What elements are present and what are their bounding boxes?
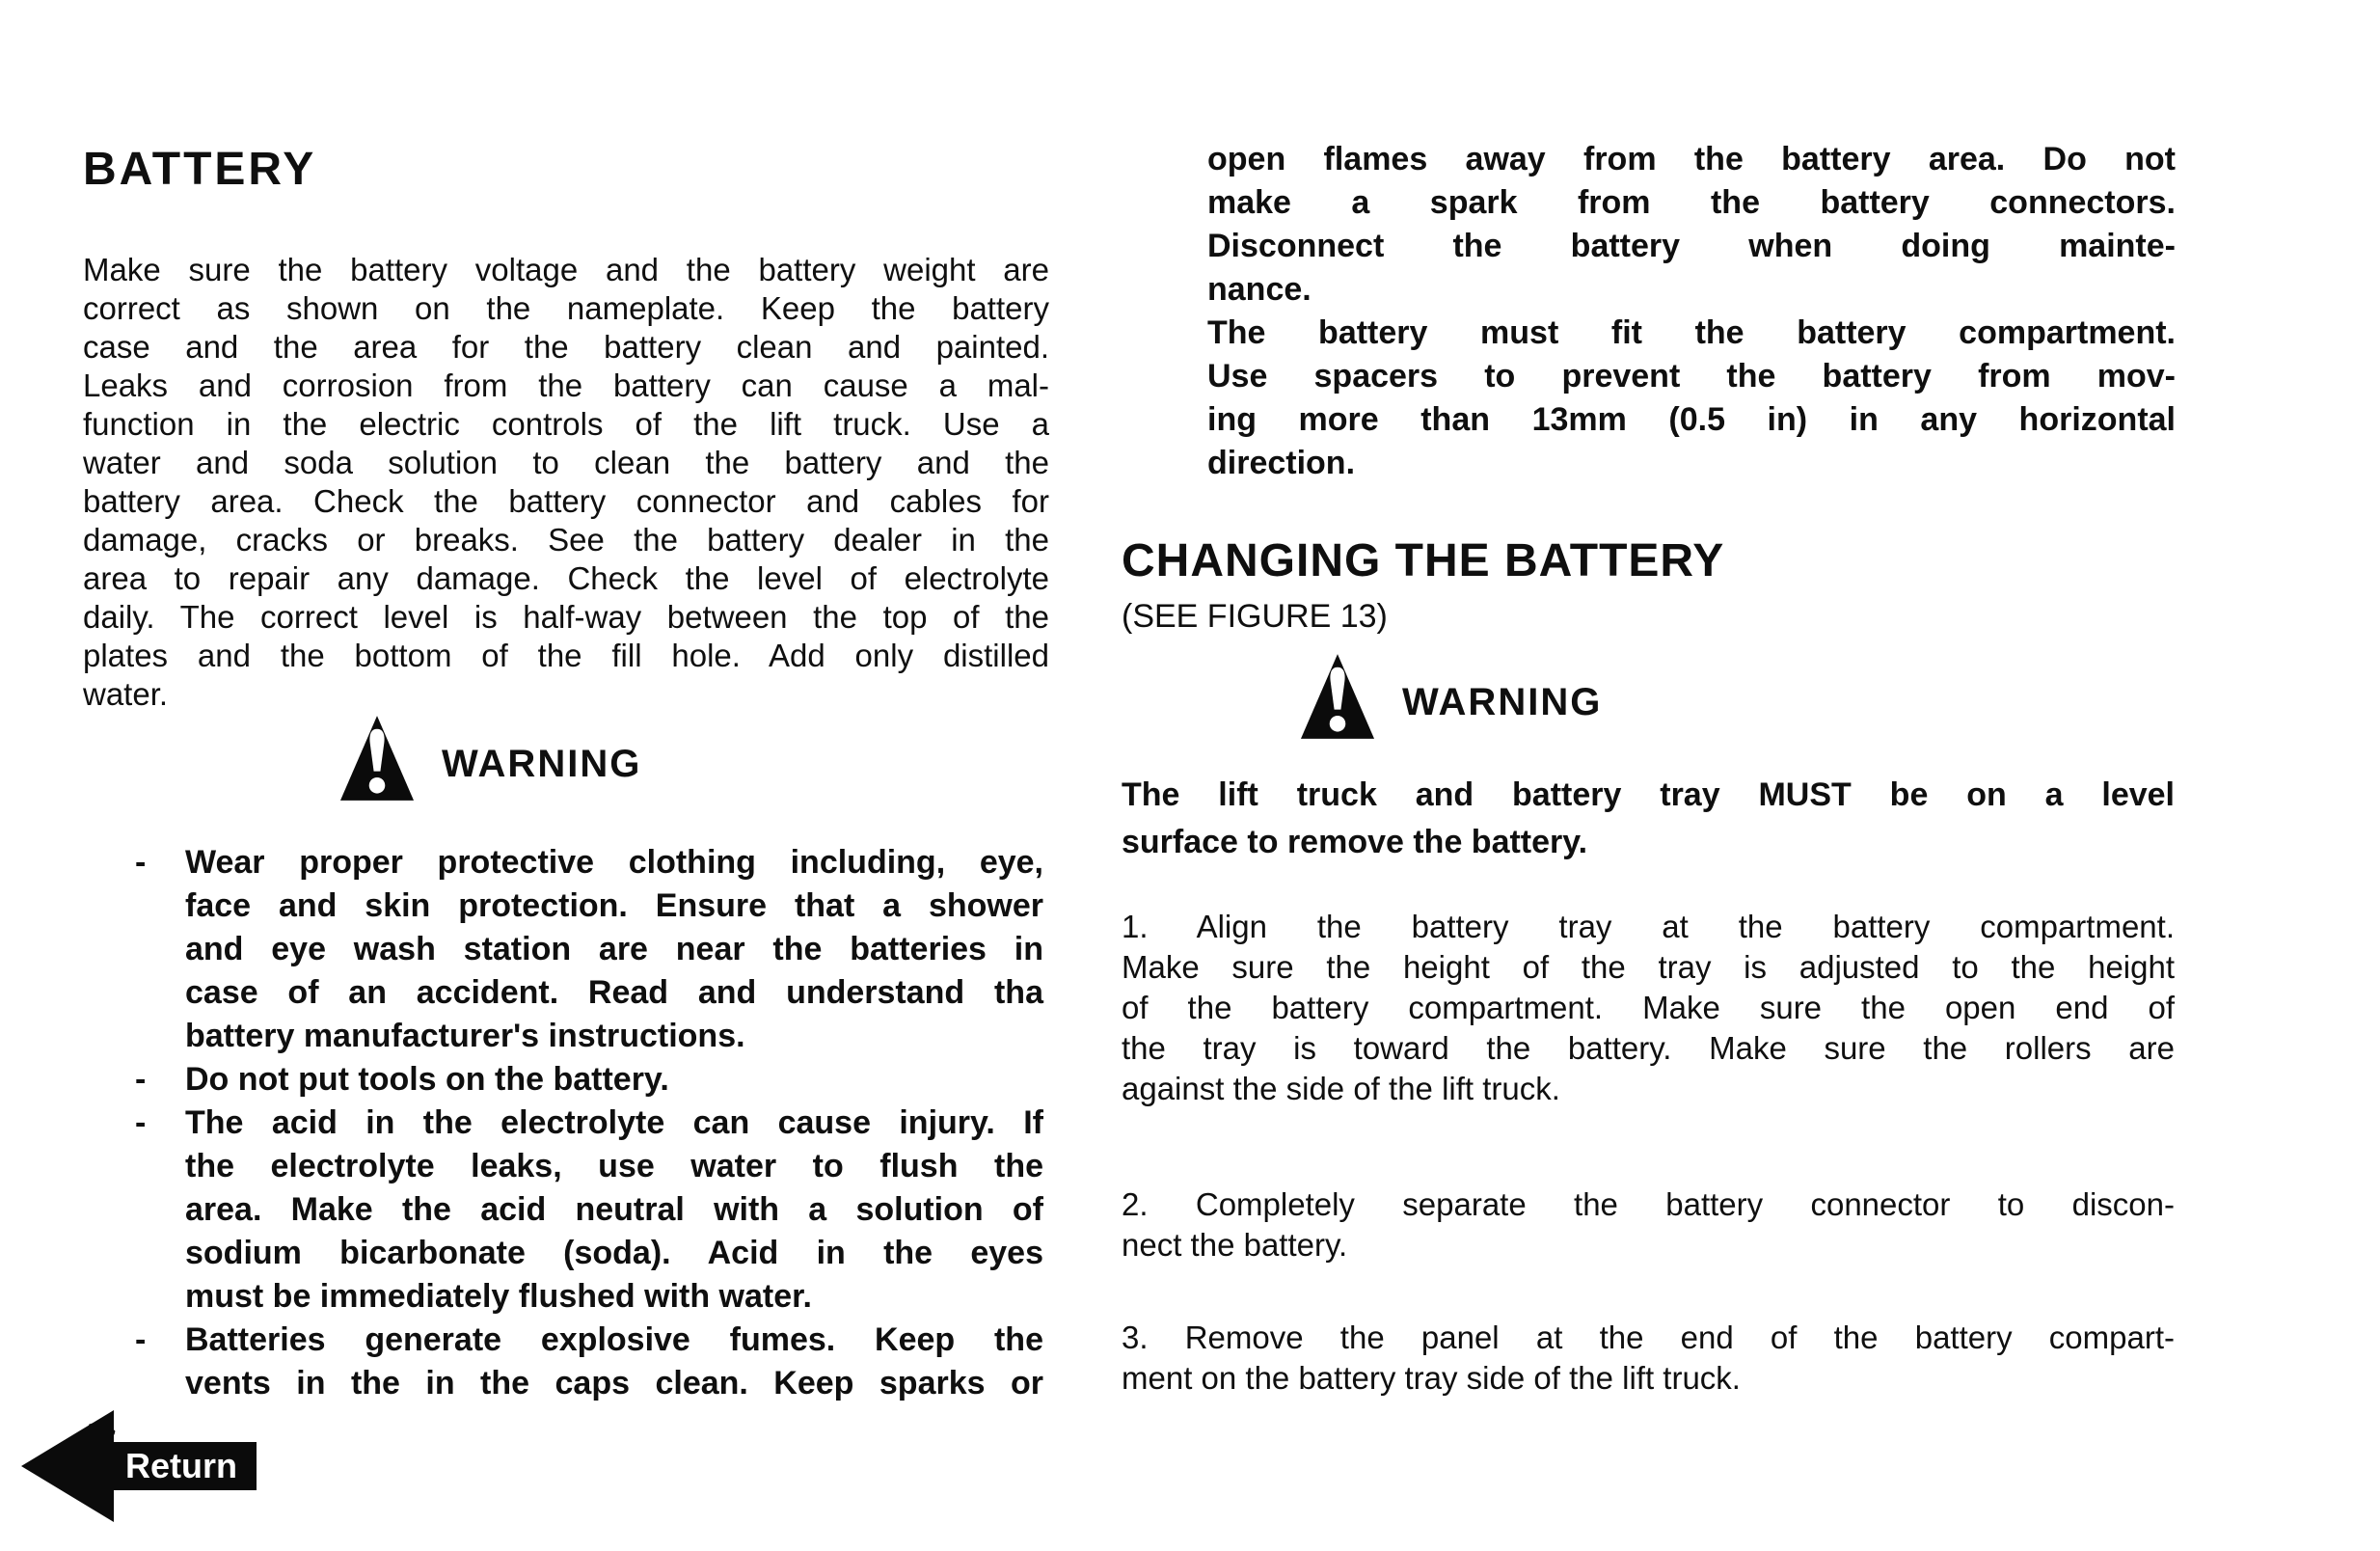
text-line: surface to remove the battery. [1122, 824, 1588, 860]
text-line: make a spark from the battery connectors. [1207, 184, 2176, 221]
text-line: water. [83, 676, 169, 712]
text-line: Make sure the height of the tray is adjusted to the height [1122, 949, 2175, 985]
warning-continued-paragraph [1207, 138, 2176, 485]
warning-triangle-icon [339, 714, 415, 803]
warning-statement [1122, 772, 2175, 866]
text-line: case of an accident. Read and understand tha [185, 974, 1043, 1011]
bullet-marker: - [135, 1321, 147, 1358]
text-line: against the side of the lift truck. [1122, 1071, 1560, 1106]
list-item [135, 1058, 1043, 1102]
return-button-label: Return [125, 1446, 237, 1485]
arrow-left-icon [21, 1410, 114, 1522]
text-line: open flames away from the battery area. Do not [1207, 141, 2176, 177]
bullet-text [185, 1102, 1043, 1319]
step-2-paragraph [1122, 1184, 2175, 1265]
text-line: Do not put tools on the battery. [185, 1061, 669, 1098]
figure-reference: (SEE FIGURE 13) [1122, 598, 1388, 635]
text-line: the tray is toward the battery. Make sure the rollers are [1122, 1030, 2175, 1066]
section-title: CHANGING THE BATTERY [1122, 535, 1725, 586]
page-title: BATTERY [83, 144, 317, 195]
text-line: Batteries generate explosive fumes. Keep the [185, 1321, 1043, 1358]
warning-bullet-list [135, 841, 1043, 1405]
text-line: daily. The correct level is half-way between the top of the [83, 599, 1049, 635]
text-line: and eye wash station are near the batteries in [185, 931, 1043, 967]
warning-label: WARNING [1402, 681, 1603, 723]
warning-triangle-icon [1300, 652, 1375, 741]
bullet-marker: - [135, 844, 147, 881]
text-line: 1. Align the battery tray at the battery compartment. [1122, 909, 2175, 944]
return-button[interactable] [21, 1410, 257, 1522]
text-line: area. Make the acid neutral with a solution of [185, 1191, 1043, 1228]
text-line: The acid in the electrolyte can cause injury. If [185, 1104, 1043, 1141]
bullet-text [185, 1319, 1043, 1405]
warning-label: WARNING [442, 743, 642, 785]
text-line: nect the battery. [1122, 1227, 1348, 1263]
text-line: 2. Completely separate the battery connector to discon- [1122, 1186, 2175, 1222]
bullet-marker: - [135, 1061, 147, 1098]
text-line: must be immediately flushed with water. [185, 1278, 812, 1315]
text-line: plates and the bottom of the fill hole. Add only distilled [83, 638, 1049, 673]
text-line: Wear proper protective clothing including, eye, [185, 844, 1043, 881]
text-line: sodium bicarbonate (soda). Acid in the eyes [185, 1235, 1043, 1271]
text-line: damage, cracks or breaks. See the battery dealer in the [83, 522, 1049, 558]
text-line: ing more than 13mm (0.5 in) in any horizontal [1207, 401, 2176, 438]
text-line: of the battery compartment. Make sure the open end of [1122, 990, 2175, 1025]
step-1-paragraph [1122, 907, 2175, 1109]
text-line: Make sure the battery voltage and the battery weight are [83, 252, 1049, 287]
text-line: face and skin protection. Ensure that a shower [185, 887, 1043, 924]
text-line: 3. Remove the panel at the end of the battery compart- [1122, 1320, 2175, 1355]
text-line: the electrolyte leaks, use water to flush the [185, 1148, 1043, 1184]
text-line: The battery must fit the battery compartment. [1207, 314, 2176, 351]
text-line: case and the area for the battery clean and painted. [83, 329, 1049, 365]
bullet-marker: - [135, 1104, 147, 1141]
list-item [135, 841, 1043, 1058]
text-line: battery area. Check the battery connector and cables for [83, 483, 1049, 519]
text-line: Leaks and corrosion from the battery can cause a mal- [83, 367, 1049, 403]
text-line: ment on the battery tray side of the lift truck. [1122, 1360, 1741, 1396]
text-line: battery manufacturer's instructions. [185, 1018, 745, 1054]
text-line: correct as shown on the nameplate. Keep the battery [83, 290, 1049, 326]
text-line: Use spacers to prevent the battery from mov- [1207, 358, 2176, 395]
text-line: nance. [1207, 271, 1312, 308]
intro-paragraph [83, 251, 1049, 714]
text-line: water and soda solution to clean the battery and the [83, 445, 1049, 480]
list-item [135, 1102, 1043, 1319]
text-line: function in the electric controls of the lift truck. Use a [83, 406, 1049, 442]
text-line: direction. [1207, 445, 1356, 481]
text-line: Disconnect the battery when doing mainte- [1207, 228, 2176, 264]
text-line: area to repair any damage. Check the level of electrolyte [83, 560, 1049, 596]
text-line: vents in the in the caps clean. Keep sparks or [185, 1365, 1043, 1401]
step-3-paragraph [1122, 1318, 2175, 1399]
scan-artifact-mark: ) [84, 1417, 118, 1435]
list-item [135, 1319, 1043, 1405]
bullet-text [185, 1058, 1043, 1102]
text-line: The lift truck and battery tray MUST be on a level [1122, 776, 2175, 813]
bullet-text [185, 841, 1043, 1058]
